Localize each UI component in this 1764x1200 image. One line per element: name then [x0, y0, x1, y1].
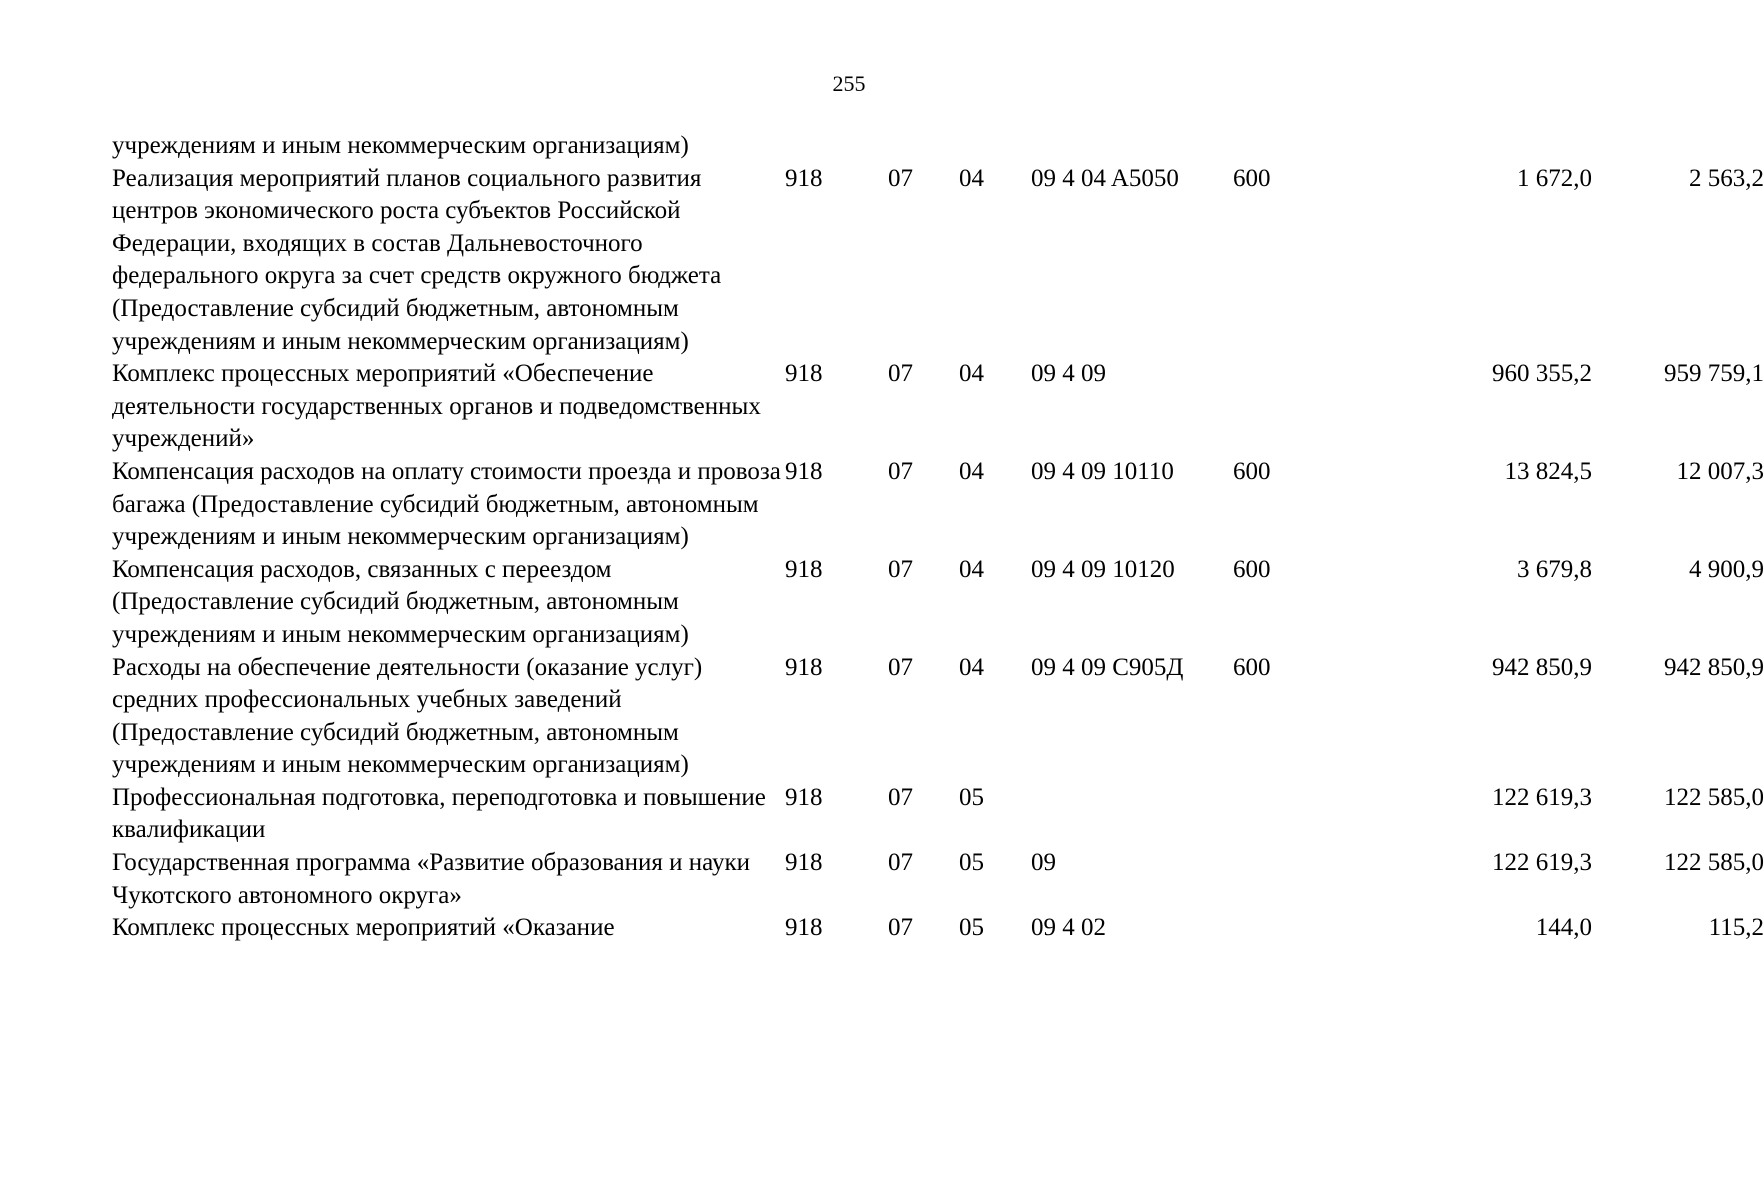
row-target-article-code: 09 4 09 10110 — [1031, 457, 1174, 485]
row-subsection-code: 05 — [959, 914, 984, 942]
table-row — [112, 652, 1764, 782]
table-row — [112, 782, 1764, 847]
table-row — [112, 456, 1764, 554]
table-row — [112, 912, 1764, 945]
row-target-article-code: 09 4 09 10120 — [1031, 555, 1175, 583]
row-section-code: 07 — [888, 783, 913, 811]
row-description: Реализация мероприятий планов социального развития центров экономического роста субъектов Российской Федерации, входящих в состав Дальневосточного федерального округа за счет средств окружного бюджета (Предоставление субсидий бюджетным, автономным учреждениям и иным некоммерческим организациям) — [112, 164, 722, 355]
page-number: 255 — [832, 71, 866, 96]
table-row — [112, 163, 1764, 359]
row-subsection-code: 04 — [959, 164, 984, 192]
row-amount-1: 144,0 — [1535, 914, 1592, 942]
row-grbs-code: 918 — [785, 360, 823, 388]
row-amount-2: 122 585,0 — [1664, 783, 1764, 811]
row-grbs-code: 918 — [785, 164, 823, 192]
row-description: Компенсация расходов на оплату стоимости проезда и провоза багажа (Предоставление субсидий бюджетным, автономным учреждениям и иным некоммерческим организациям) — [112, 457, 781, 551]
row-amount-2: 4 900,9 — [1689, 555, 1764, 583]
row-description: Расходы на обеспечение деятельности (оказание услуг) средних профессиональных учебных заведений (Предоставление субсидий бюджетным, автономным учреждениям и иным некоммерческим организациям) — [112, 653, 703, 779]
row-amount-2: 959 759,1 — [1664, 360, 1764, 388]
row-subsection-code: 04 — [959, 555, 984, 583]
row-amount-2: 122 585,0 — [1664, 849, 1764, 877]
row-expense-type-code: 600 — [1233, 653, 1271, 681]
row-target-article-code: 09 4 09 — [1031, 360, 1106, 388]
row-amount-1: 942 850,9 — [1492, 653, 1592, 681]
row-amount-2: 12 007,3 — [1676, 457, 1764, 485]
row-description: Государственная программа «Развитие образования и науки Чукотского автономного округа» — [112, 849, 751, 909]
row-description: Компенсация расходов, связанных с переездом (Предоставление субсидий бюджетным, автономным учреждениям и иным некоммерческим организациям) — [112, 555, 689, 648]
row-amount-1: 3 679,8 — [1517, 555, 1592, 583]
row-amount-2: 2 563,2 — [1689, 164, 1764, 192]
row-description: учреждениям и иным некоммерческим организациям) — [112, 132, 689, 159]
row-section-code: 07 — [888, 457, 913, 485]
row-amount-1: 122 619,3 — [1492, 783, 1592, 811]
table-row — [112, 847, 1764, 912]
row-description: Комплекс процессных мероприятий «Обеспечение деятельности государственных органов и подведомственных учреждений» — [112, 360, 761, 453]
row-grbs-code: 918 — [785, 783, 823, 811]
row-subsection-code: 04 — [959, 457, 984, 485]
row-subsection-code: 04 — [959, 653, 984, 681]
row-section-code: 07 — [888, 653, 913, 681]
row-grbs-code: 918 — [785, 849, 823, 877]
row-description: Профессиональная подготовка, переподготовка и повышение квалификации — [112, 783, 766, 844]
table-row — [112, 554, 1764, 652]
row-grbs-code: 918 — [785, 914, 823, 942]
row-description: Комплекс процессных мероприятий «Оказание — [112, 914, 615, 942]
row-subsection-code: 04 — [959, 360, 984, 388]
row-grbs-code: 918 — [785, 457, 823, 485]
row-grbs-code: 918 — [785, 653, 823, 681]
row-amount-1: 13 824,5 — [1504, 457, 1592, 485]
row-amount-1: 960 355,2 — [1492, 360, 1592, 388]
row-target-article-code: 09 4 02 — [1031, 914, 1106, 942]
row-target-article-code: 09 — [1031, 849, 1056, 877]
row-subsection-code: 05 — [959, 849, 984, 877]
row-target-article-code: 09 4 09 С905Д — [1031, 653, 1184, 681]
row-subsection-code: 05 — [959, 783, 984, 811]
row-section-code: 07 — [888, 360, 913, 388]
row-amount-2: 115,2 — [1708, 914, 1764, 942]
budget-table — [112, 130, 1764, 945]
row-expense-type-code: 600 — [1233, 457, 1271, 485]
table-row — [112, 130, 1672, 163]
row-section-code: 07 — [888, 164, 913, 192]
table-row — [112, 358, 1764, 456]
row-amount-2: 942 850,9 — [1664, 653, 1764, 681]
row-target-article-code: 09 4 04 A5050 — [1031, 164, 1179, 192]
row-grbs-code: 918 — [785, 555, 823, 583]
row-section-code: 07 — [888, 849, 913, 877]
row-section-code: 07 — [888, 914, 913, 942]
row-expense-type-code: 600 — [1233, 164, 1271, 192]
row-expense-type-code: 600 — [1233, 555, 1271, 583]
row-amount-1: 1 672,0 — [1517, 164, 1592, 192]
row-amount-1: 122 619,3 — [1492, 849, 1592, 877]
row-section-code: 07 — [888, 555, 913, 583]
